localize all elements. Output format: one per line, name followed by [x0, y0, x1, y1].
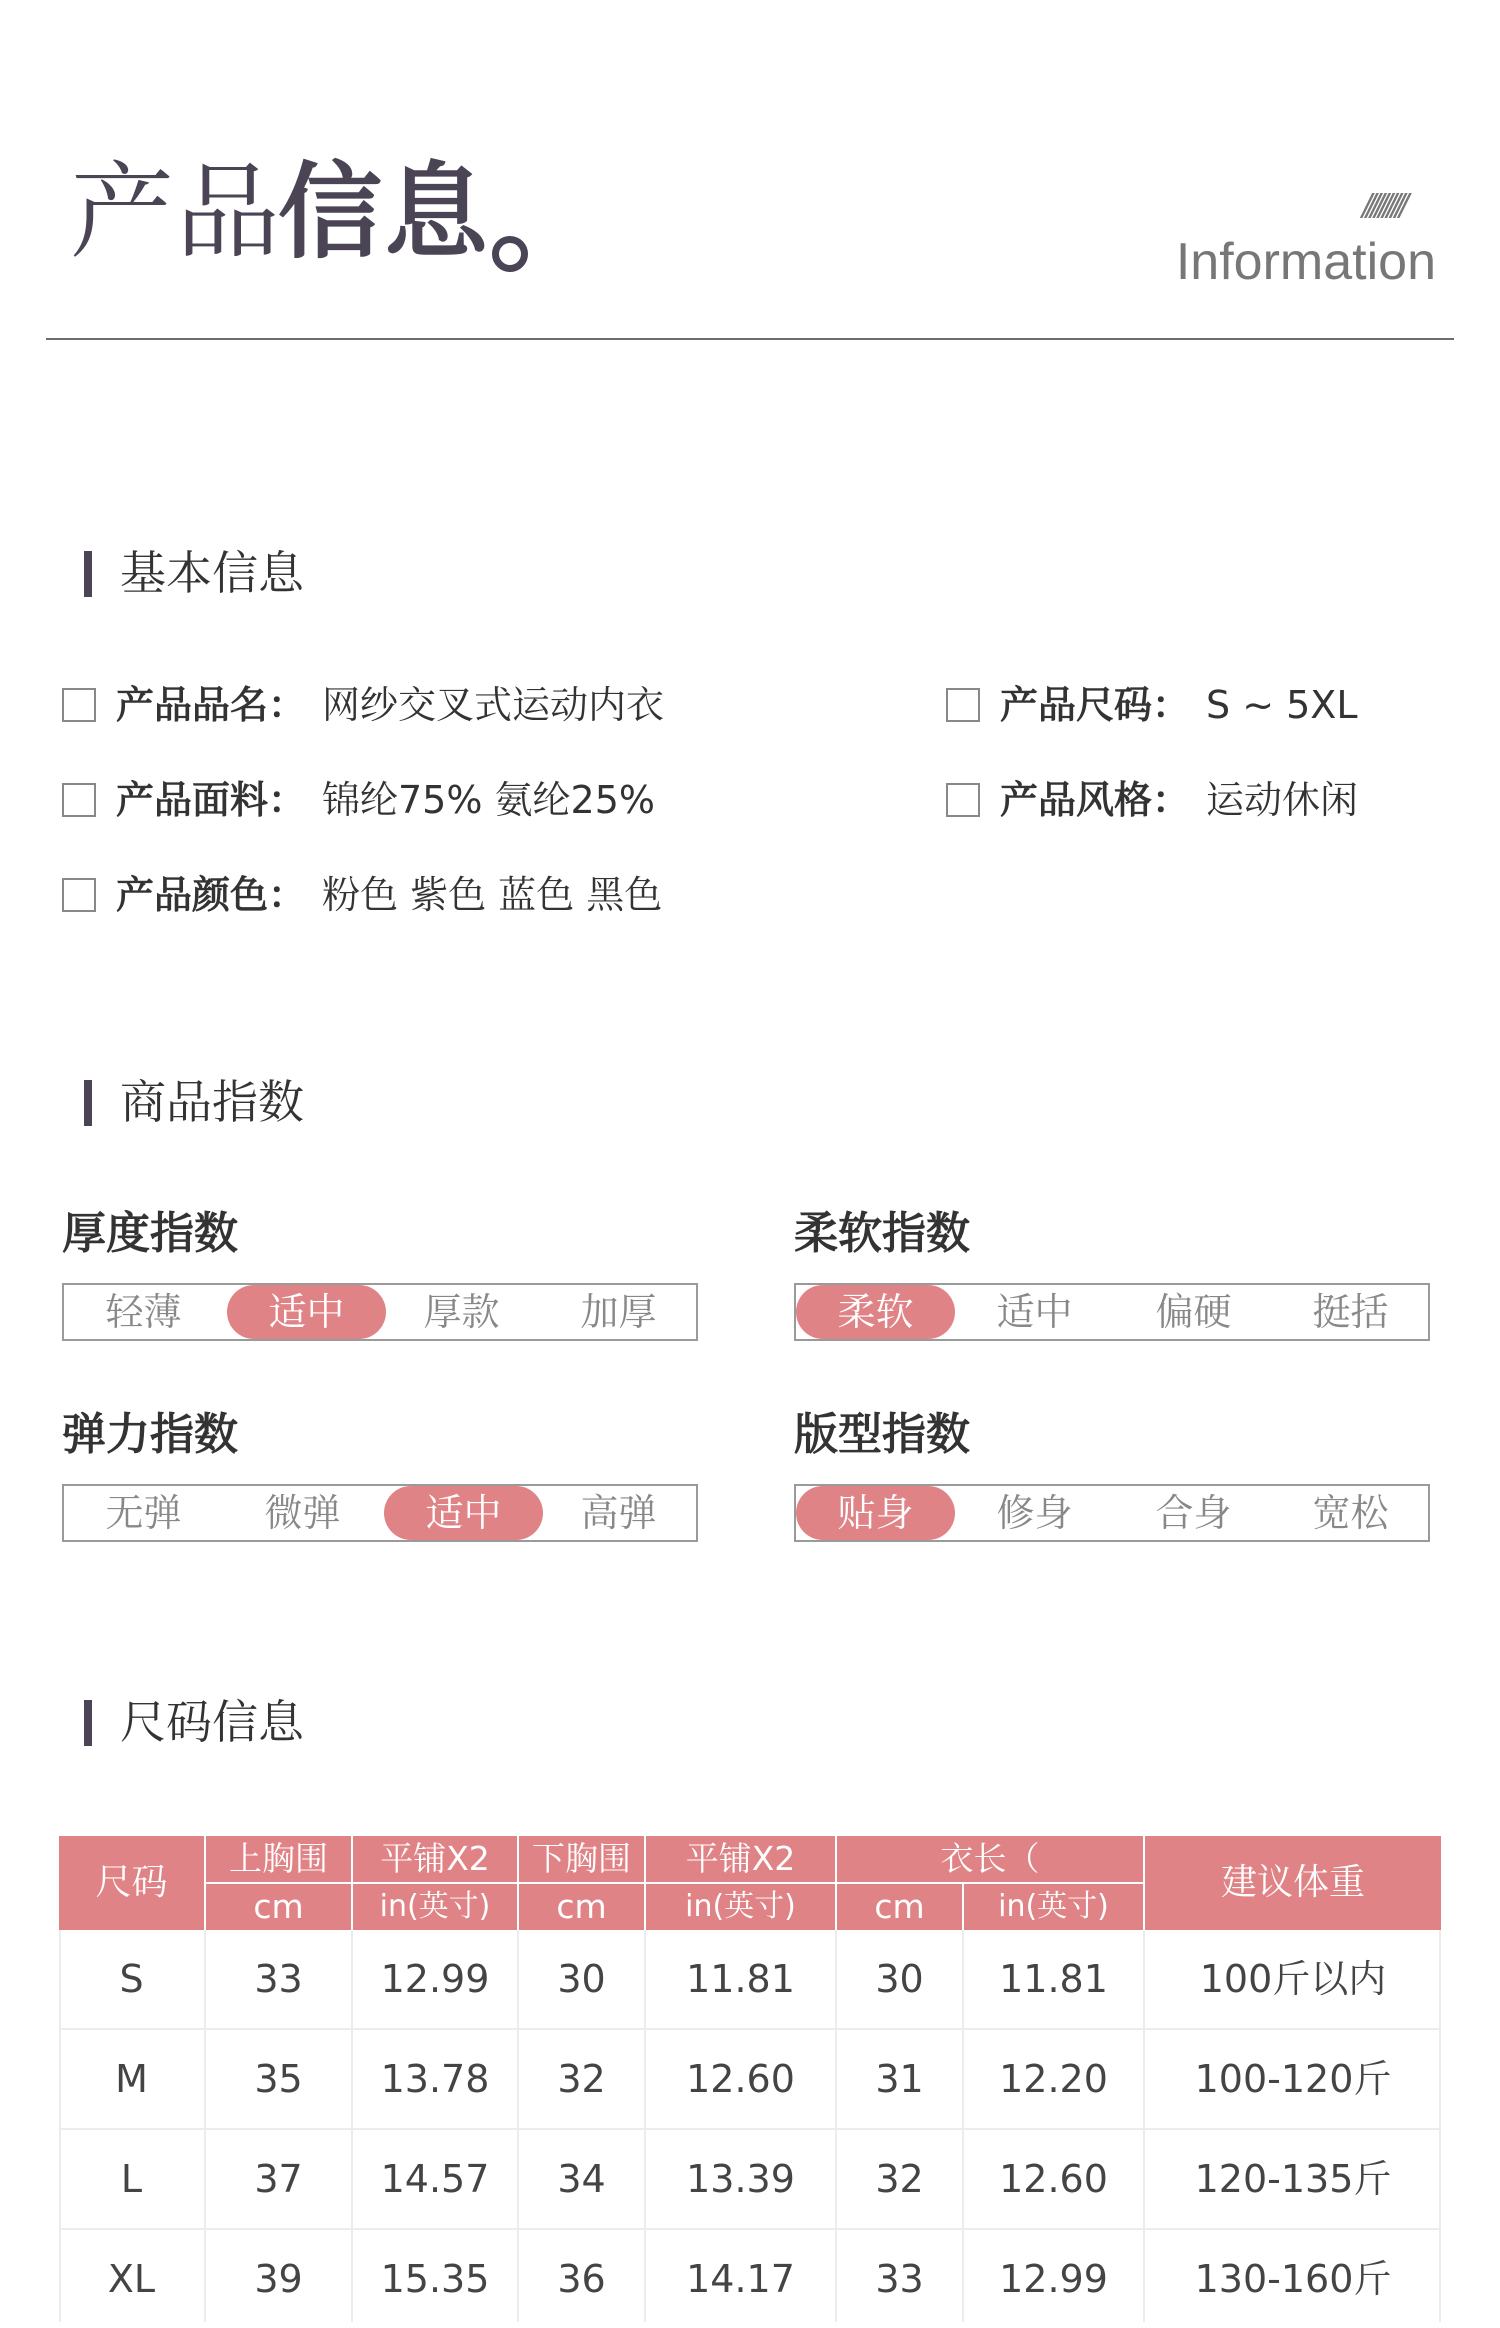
index-option-selected: 适中	[227, 1285, 386, 1339]
checkbox-icon	[62, 878, 96, 912]
hatch-decoration: //////////	[1362, 188, 1404, 223]
cell-length-cm: 32	[875, 2157, 924, 2201]
index-scale-thickness	[62, 1283, 698, 1341]
col-header-upper-bust: 上胸围	[206, 1836, 351, 1882]
info-label-name: 产品品名：	[116, 683, 307, 727]
cell-length-in: 11.81	[999, 1957, 1108, 2001]
index-option-selected: 适中	[384, 1486, 543, 1540]
index-option: 加厚	[580, 1290, 657, 1334]
col-header-weight: 建议体重	[1145, 1836, 1441, 1930]
info-label-style: 产品风格：	[1000, 778, 1191, 822]
cell-weight: 100斤以内	[1199, 1957, 1387, 2001]
index-option: 偏硬	[1155, 1290, 1232, 1334]
header-divider	[46, 338, 1454, 340]
index-scale-elasticity	[62, 1484, 698, 1542]
table-grid-line	[644, 1930, 646, 2322]
section-marker-basic	[84, 551, 92, 597]
index-option: 无弹	[105, 1491, 182, 1535]
section-title-size-info: 尺码信息	[120, 1695, 304, 1749]
index-title-thickness: 厚度指数	[62, 1208, 238, 1259]
section-title-basic-info: 基本信息	[120, 546, 304, 600]
cell-size: S	[119, 1957, 144, 2001]
cell-upper-cm: 37	[254, 2157, 303, 2201]
table-row	[59, 2230, 1441, 2328]
info-label-size: 产品尺码：	[1000, 683, 1191, 727]
unit-inch: in(英寸)	[964, 1884, 1143, 1930]
index-scale-fit	[794, 1484, 1430, 1542]
index-option: 轻薄	[105, 1290, 182, 1334]
info-value-fabric: 锦纶75% 氨纶25%	[322, 778, 656, 822]
index-option-selected: 柔软	[796, 1285, 955, 1339]
index-option: 适中	[996, 1290, 1073, 1334]
info-value-style: 运动休闲	[1206, 778, 1359, 822]
table-grid-line	[517, 1930, 519, 2322]
cell-upper-cm: 33	[254, 1957, 303, 2001]
unit-cm: cm	[837, 1884, 962, 1930]
cell-under-in: 11.81	[686, 1957, 795, 2001]
table-grid-line	[1143, 1930, 1145, 2322]
col-header-under-bust: 下胸围	[519, 1836, 644, 1882]
unit-cm: cm	[519, 1884, 644, 1930]
table-grid-line	[835, 1930, 837, 2322]
section-title-product-index: 商品指数	[120, 1075, 304, 1129]
cell-weight: 120-135斤	[1194, 2157, 1392, 2201]
cell-length-cm: 31	[875, 2057, 924, 2101]
index-option: 厚款	[423, 1290, 500, 1334]
cell-under-in: 14.17	[686, 2257, 795, 2301]
cell-length-cm: 33	[875, 2257, 924, 2301]
info-value-size: S ~ 5XL	[1206, 683, 1358, 727]
unit-inch: in(英寸)	[353, 1884, 517, 1930]
section-marker-index	[84, 1080, 92, 1126]
table-row	[59, 2130, 1441, 2230]
cell-size: L	[120, 2157, 143, 2201]
checkbox-icon	[946, 688, 980, 722]
info-value-name: 网纱交叉式运动内衣	[322, 683, 665, 727]
table-grid-line	[962, 1930, 964, 2322]
index-option: 挺括	[1312, 1290, 1389, 1334]
table-grid-line	[59, 1930, 61, 2322]
info-value-color: 粉色 紫色 蓝色 黑色	[322, 873, 663, 917]
cell-under-in: 13.39	[686, 2157, 795, 2201]
col-header-upper-flat: 平铺X2	[353, 1836, 517, 1882]
col-header-length: 衣长（	[837, 1836, 1143, 1882]
checkbox-icon	[946, 783, 980, 817]
info-label-color: 产品颜色：	[116, 873, 307, 917]
section-marker-size	[84, 1700, 92, 1746]
cell-size: M	[115, 2057, 148, 2101]
cell-upper-in: 13.78	[380, 2057, 490, 2101]
info-label-fabric: 产品面料：	[116, 778, 307, 822]
page-subtitle-en: Information	[1175, 233, 1436, 291]
cell-upper-in: 15.35	[380, 2257, 490, 2301]
index-option: 宽松	[1312, 1491, 1389, 1535]
cell-length-in: 12.60	[999, 2157, 1108, 2201]
index-option: 合身	[1155, 1491, 1232, 1535]
unit-cm: cm	[206, 1884, 351, 1930]
cell-under-in: 12.60	[686, 2057, 795, 2101]
cell-upper-cm: 35	[254, 2057, 303, 2101]
cell-length-in: 12.99	[999, 2257, 1108, 2301]
index-title-fit: 版型指数	[794, 1409, 970, 1460]
cell-under-cm: 34	[557, 2157, 606, 2201]
table-grid-line	[351, 1930, 353, 2322]
checkbox-icon	[62, 783, 96, 817]
col-header-under-flat: 平铺X2	[646, 1836, 835, 1882]
table-grid-line	[204, 1930, 206, 2322]
unit-inch: in(英寸)	[646, 1884, 835, 1930]
index-option: 微弹	[264, 1491, 341, 1535]
index-option: 高弹	[580, 1491, 657, 1535]
cell-under-cm: 32	[557, 2057, 606, 2101]
index-option: 修身	[996, 1491, 1073, 1535]
page-title-light: 产品	[70, 151, 283, 273]
col-header-size: 尺码	[59, 1836, 204, 1930]
cell-size: XL	[107, 2257, 156, 2301]
index-title-softness: 柔软指数	[794, 1208, 970, 1259]
cell-under-cm: 36	[557, 2257, 606, 2301]
table-row	[59, 1930, 1441, 2030]
cell-upper-in: 12.99	[380, 1957, 490, 2001]
index-title-elasticity: 弹力指数	[62, 1409, 238, 1460]
cell-upper-in: 14.57	[380, 2157, 490, 2201]
table-grid-line	[1439, 1930, 1441, 2322]
cell-upper-cm: 39	[254, 2257, 303, 2301]
cell-length-in: 12.20	[999, 2057, 1108, 2101]
cell-length-cm: 30	[875, 1957, 924, 2001]
cell-weight: 100-120斤	[1194, 2057, 1392, 2101]
checkbox-icon	[62, 688, 96, 722]
cell-weight: 130-160斤	[1194, 2257, 1392, 2301]
cell-under-cm: 30	[557, 1957, 606, 2001]
page-title-bold: 信息	[278, 151, 491, 273]
table-row	[59, 2030, 1441, 2130]
index-option-selected: 贴身	[796, 1486, 955, 1540]
title-period-mark	[492, 236, 528, 272]
size-table	[59, 1836, 1441, 2322]
index-scale-softness	[794, 1283, 1430, 1341]
